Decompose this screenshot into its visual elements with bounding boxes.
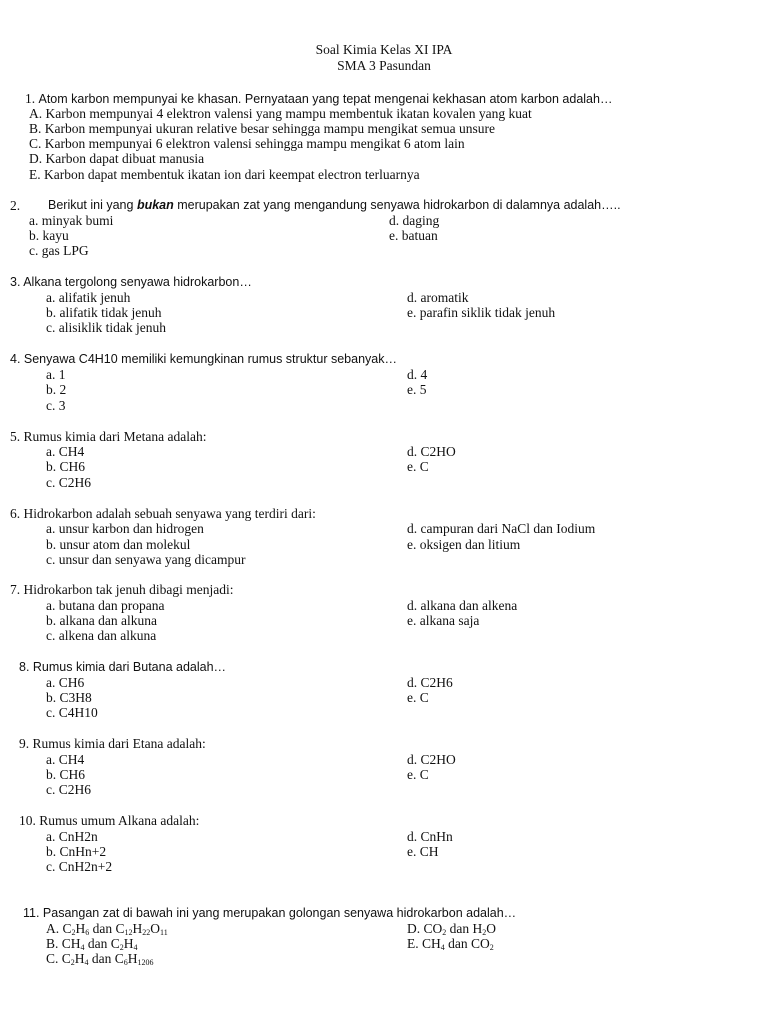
q4-option-a: a. 1 [46,367,66,382]
q5-option-d: d. C2HO [407,444,456,459]
q3-option-b: b. alifatik tidak jenuh [46,305,162,320]
question-4: 4. Senyawa C4H10 memiliki kemungkinan rumus struktur sebanyak… [10,352,397,366]
q3-option-d: d. aromatik [407,290,469,305]
q3-option-c: c. alisiklik tidak jenuh [46,320,166,335]
q6-option-a: a. unsur karbon dan hidrogen [46,521,204,536]
q9-option-d: d. C2HO [407,752,456,767]
doc-school: SMA 3 Pasundan [337,58,431,73]
q11-option-d: D. $CO_2$ dan $H_2O$ [407,921,497,937]
q10-option-e: e. CH [407,844,439,859]
q8-option-e: e. C [407,690,429,705]
question-8-text: 8. Rumus kimia dari Butana adalah… [19,660,227,674]
q4-option-b: b. 2 [46,382,67,397]
q1-option-a: A. Karbon mempunyai 4 elektron valensi yang mampu membentuk ikatan kovalen yang kuat [29,106,532,121]
q7-option-a: a. butana dan propana [46,598,165,613]
q5-option-b: b. CH6 [46,459,86,474]
q8-option-a: a. CH6 [46,675,85,690]
q5-option-a: a. CH4 [46,444,85,459]
q5-option-e: e. C [407,459,429,474]
doc-title: Soal Kimia Kelas XI IPA [315,42,453,57]
question-8 [19,659,226,675]
question-2-number: 2. [10,198,21,213]
question-6: 6. Hidrokarbon adalah sebuah senyawa yang terdiri dari: [10,506,316,521]
question-2-text [48,198,621,213]
question-5: 5. Rumus kimia dari Metana adalah: [10,429,207,444]
q10-option-d: d. CnHn [407,829,453,844]
q11-option-e: E. $CH_4$ dan $CO_2$ [407,936,494,952]
q8-option-d: d. C2H6 [407,675,453,690]
question-2-text-post: merupakan zat yang mengandung senyawa hidrokarbon di dalamnya adalah….. [173,198,621,212]
q6-option-c: c. unsur dan senyawa yang dicampur [46,552,246,567]
q9-option-e: e. C [407,767,429,782]
q9-option-b: b. CH6 [46,767,86,782]
question-10: 10. Rumus umum Alkana adalah: [19,813,200,828]
q2-option-c: c. gas LPG [29,243,89,258]
q3-option-e: e. parafin siklik tidak jenuh [407,305,556,320]
q5-option-c: c. C2H6 [46,475,91,490]
q6-option-d: d. campuran dari NaCl dan Iodium [407,521,596,536]
q2-option-e: e. batuan [389,228,438,243]
q3-option-a: a. alifatik jenuh [46,290,131,305]
q10-option-b: b. CnHn+2 [46,844,107,859]
q10-option-a: a. CnH2n [46,829,98,844]
question-1-number: 1. [25,91,36,106]
q9-option-a: a. CH4 [46,752,85,767]
q4-option-d: d. 4 [407,367,428,382]
q1-option-c: C. Karbon mempunyai 6 elektron valensi sehingga mampu mengikat 6 atom lain [29,136,465,151]
q2-option-d: d. daging [389,213,440,228]
q11-option-c: C. $C_2H_4$ dan $C_6H_{1206}$ [46,951,154,967]
q6-option-b: b. unsur atom dan molekul [46,537,191,552]
q9-option-c: c. C2H6 [46,782,91,797]
q11-option-a: A. $C_2H_6$ dan $C_{12}H_{22}O_{11}$ [46,921,168,937]
q10-option-c: c. CnH2n+2 [46,859,113,874]
q2-option-b: b. kayu [29,228,69,243]
q7-option-d: d. alkana dan alkena [407,598,518,613]
question-1 [25,91,612,107]
question-1-text: Atom karbon mempunyai ke khasan. Pernyataan yang tepat mengenai kekhasan atom karbon adalah… [38,92,613,106]
question-2-emphasis: bukan [136,198,174,212]
q1-option-b: B. Karbon mempunyai ukuran relative besar sehingga mampu mengikat semua unsure [29,121,495,136]
q7-option-c: c. alkena dan alkuna [46,628,157,643]
question-2-text-pre: Berikut ini yang [48,198,137,212]
q8-option-c: c. C4H10 [46,705,98,720]
q1-option-e: E. Karbon dapat membentuk ikatan ion dari keempat electron terluarnya [29,167,420,182]
question-11: 11. Pasangan zat di bawah ini yang merupakan golongan senyawa hidrokarbon adalah… [23,906,517,920]
question-7: 7. Hidrokarbon tak jenuh dibagi menjadi: [10,582,234,597]
q4-option-c: c. 3 [46,398,66,413]
q11-option-b: B. $CH_4$ dan $C_2H_4$ [46,936,138,952]
q7-option-e: e. alkana saja [407,613,480,628]
question-3: 3. Alkana tergolong senyawa hidrokarbon… [10,275,252,289]
q4-option-e: e. 5 [407,382,427,397]
q6-option-e: e. oksigen dan litium [407,537,521,552]
q1-option-d: D. Karbon dapat dibuat manusia [29,151,205,166]
question-9: 9. Rumus kimia dari Etana adalah: [19,736,206,751]
q7-option-b: b. alkana dan alkuna [46,613,157,628]
q2-option-a: a. minyak bumi [29,213,114,228]
q8-option-b: b. C3H8 [46,690,92,705]
